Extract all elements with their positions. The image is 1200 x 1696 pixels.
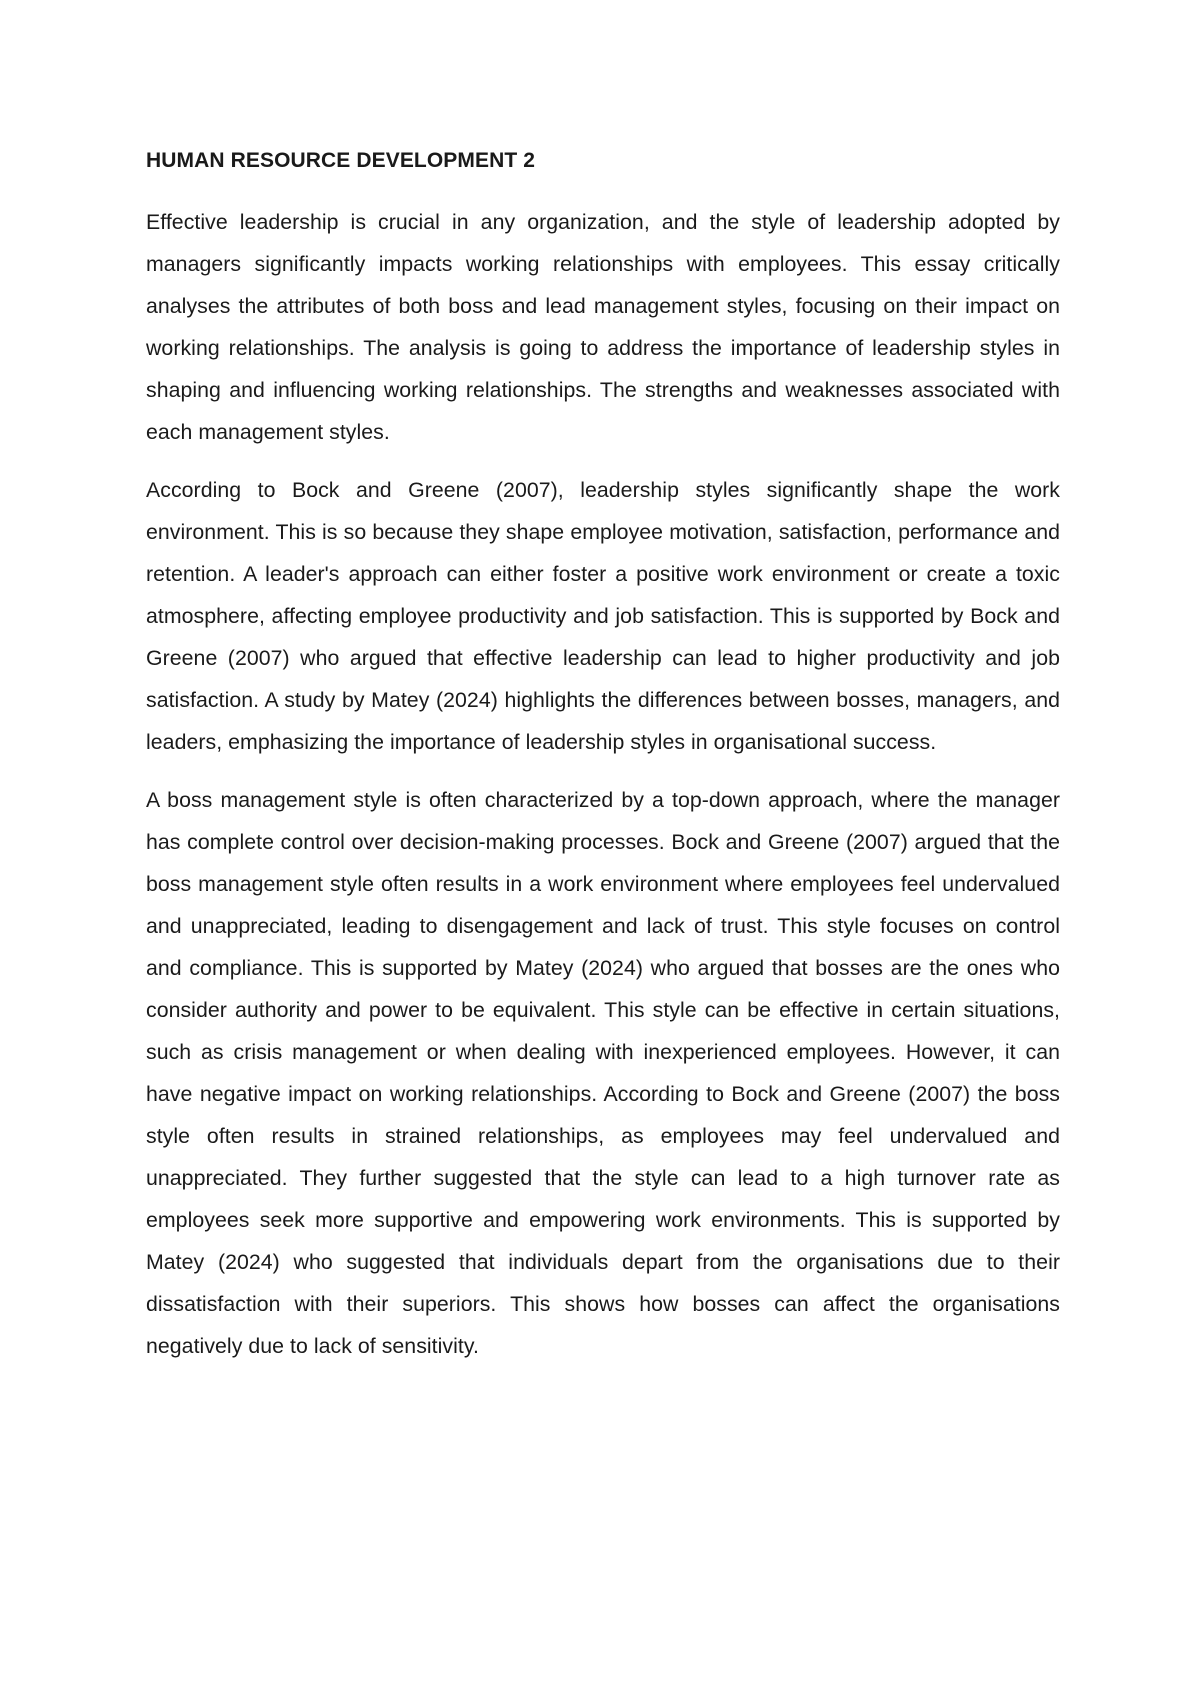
paragraph-leadership-styles: According to Bock and Greene (2007), leadership styles significantly shape the work environment. This is so because they shape employee motivation, satisfaction, performance and retention. A leader's approach can either foster a positive work environment or create a toxic atmosphere, affecting employee productivity and job satisfaction. This is supported by Bock and Greene (2007) who argued that effective leadership can lead to higher productivity and job satisfaction. A study by Matey (2024) highlights the differences between bosses, managers, and leaders, emphasizing the importance of leadership styles in organisational success. (146, 478, 1060, 754)
document-body (146, 140, 1060, 1383)
document-title: HUMAN RESOURCE DEVELOPMENT 2 (146, 149, 536, 172)
paragraph-introduction: Effective leadership is crucial in any organization, and the style of leadership adopted by managers significantly impacts working relationships with employees. This essay critically analyses the attributes of both boss and lead management styles, focusing on their impact on working relationships. The analysis is going to address the importance of leadership styles in shaping and influencing working relationships. The strengths and weaknesses associated with each management styles. (146, 210, 1060, 444)
paragraph-boss-management-style: A boss management style is often characterized by a top-down approach, where the manager has complete control over decision-making processes. Bock and Greene (2007) argued that the boss management style often results in a work environment where employees feel undervalued and unappreciated, leading to disengagement and lack of trust. This style focuses on control and compliance. This is supported by Matey (2024) who argued that bosses are the ones who consider authority and power to be equivalent. This style can be effective in certain situations, such as crisis management or when dealing with inexperienced employees. However, it can have negative impact on working relationships. According to Bock and Greene (2007) the boss style often results in strained relationships, as employees may feel undervalued and unappreciated. They further suggested that the style can lead to a high turnover rate as employees seek more supportive and empowering work environments. This is supported by Matey (2024) who suggested that individuals depart from the organisations due to their dissatisfaction with their superiors. This shows how bosses can affect the organisations negatively due to lack of sensitivity. (146, 788, 1060, 1358)
